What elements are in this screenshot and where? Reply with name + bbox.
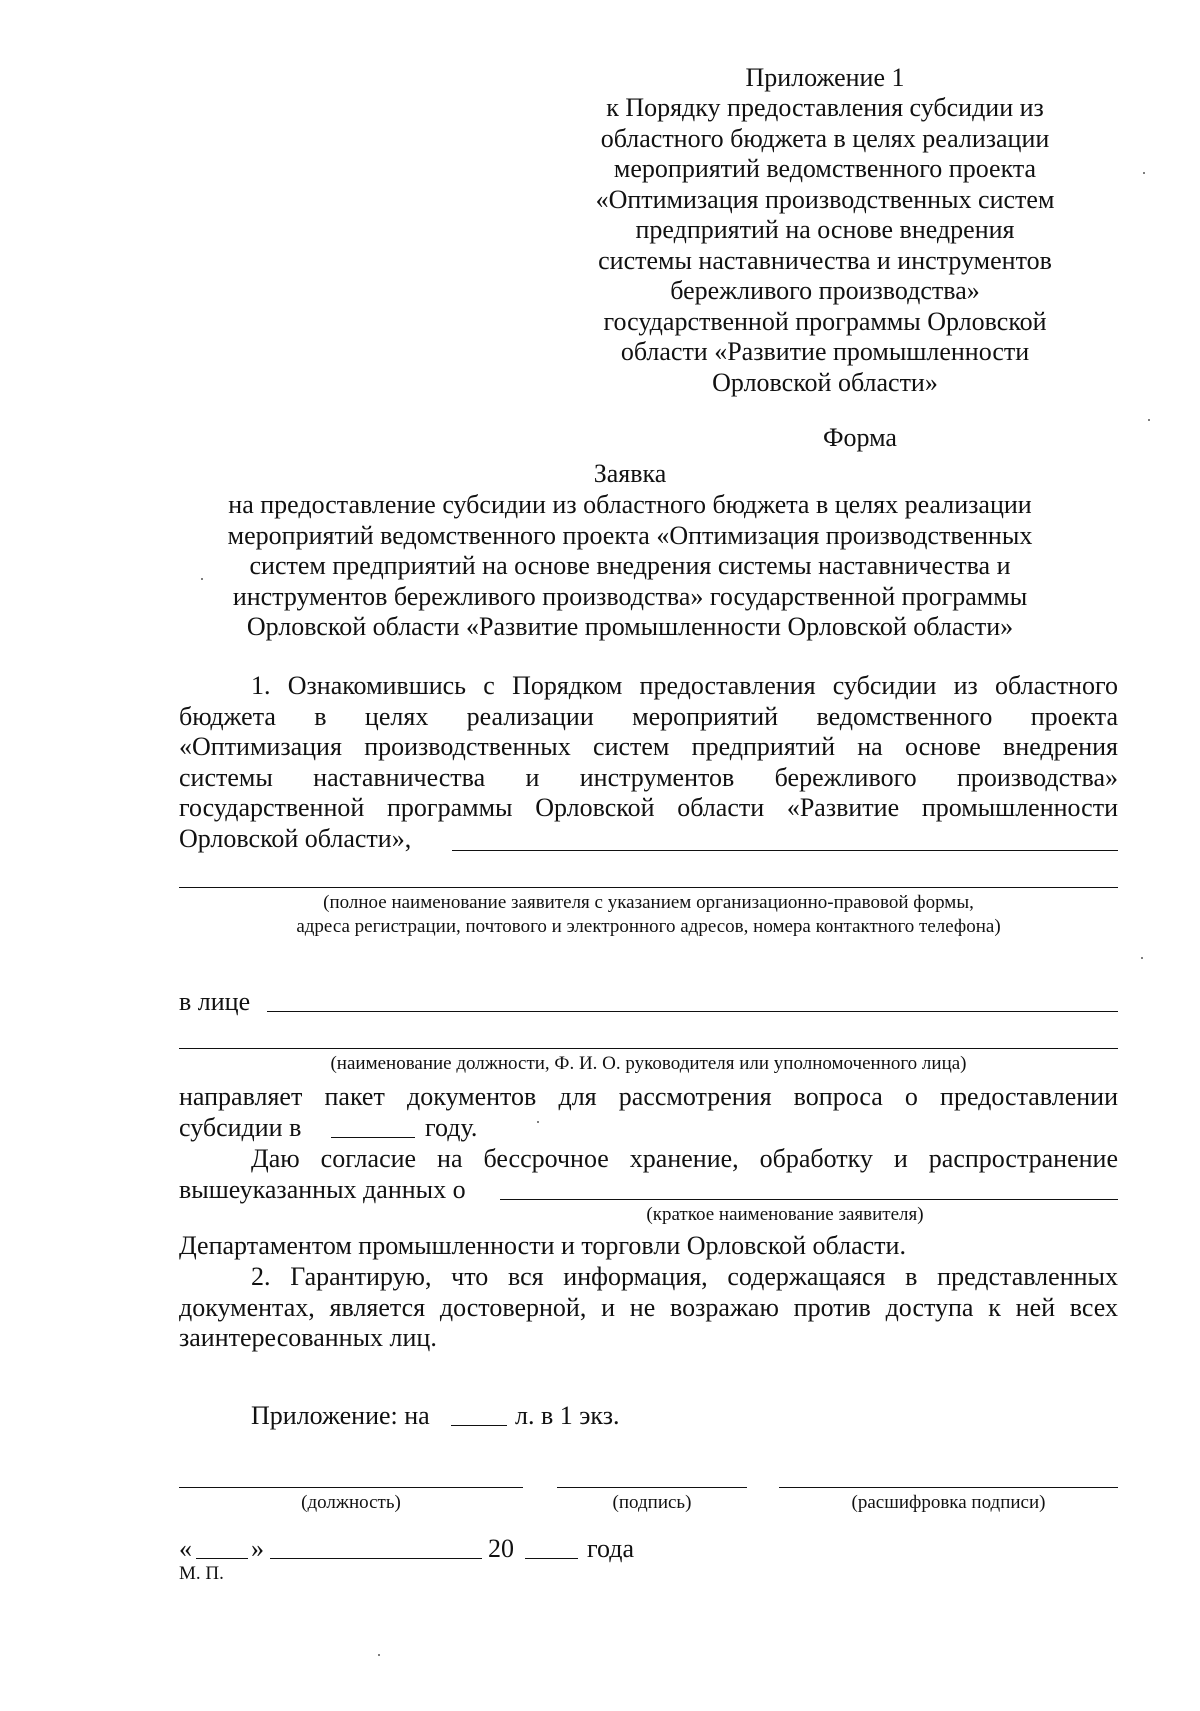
position-hint: (должность) xyxy=(301,1492,401,1513)
year-suffix-field-line[interactable] xyxy=(525,1558,578,1559)
appendix-line-6: предприятий на основе внедрения xyxy=(635,215,1015,244)
appendix-line-7: системы наставничества и инструментов xyxy=(598,246,1052,275)
title-line-1: на предоставление субсидии из областного бюджета в целях реализации xyxy=(228,490,1032,519)
position-field-line[interactable] xyxy=(179,1487,523,1488)
title-line-5: Орловской области «Развитие промышленности Орловской области» xyxy=(246,612,1014,641)
p2-line-2: документах, является достоверной, и не возражаю против доступа к ней всех xyxy=(179,1293,1118,1322)
scan-speck xyxy=(1148,419,1150,421)
date-close-quote: » xyxy=(251,1534,264,1563)
appendix-line-8: бережливого производства» xyxy=(670,276,980,305)
appendix-line-4: мероприятий ведомственного проекта xyxy=(613,154,1037,183)
consent-line: Даю согласие на бессрочное хранение, обработку и распространение xyxy=(251,1144,1118,1173)
p1-line-1: 1. Ознакомившись с Порядком предоставления субсидии из областного xyxy=(251,671,1118,700)
date-century: 20 xyxy=(488,1534,514,1563)
appendix-line-10: области «Развитие промышленности xyxy=(620,337,1030,366)
p1-line-2: бюджета в целях реализации мероприятий ведомственного проекта xyxy=(179,702,1118,731)
scan-speck xyxy=(537,1121,539,1123)
scan-speck xyxy=(378,1654,380,1656)
p1-line-6: Орловской области», xyxy=(179,824,412,853)
month-field-line[interactable] xyxy=(270,1558,482,1559)
short-name-hint: (краткое наименование заявителя) xyxy=(646,1204,924,1225)
scan-speck xyxy=(201,578,203,580)
data-about-label: вышеуказанных данных о xyxy=(179,1175,466,1204)
representative-field-line-2[interactable] xyxy=(179,1048,1118,1049)
signature-field-line[interactable] xyxy=(557,1487,747,1488)
person-hint: (наименование должности, Ф. И. О. руководителя или уполномоченного лица) xyxy=(330,1053,967,1074)
in-person-label: в лице xyxy=(179,987,251,1016)
p2-line-3: заинтересованных лиц. xyxy=(179,1323,437,1352)
scan-speck xyxy=(1143,172,1145,174)
appendix-line-3: областного бюджета в целях реализации xyxy=(600,124,1050,153)
sends-line: направляет пакет документов для рассмотрения вопроса о предоставлении xyxy=(179,1082,1118,1111)
subsidy-in-label: субсидии в xyxy=(179,1113,302,1142)
applicant-hint-2: адреса регистрации, почтового и электронного адресов, номера контактного телефона) xyxy=(296,916,1001,937)
p1-line-3: «Оптимизация производственных систем предприятий на основе внедрения xyxy=(179,732,1118,761)
representative-field-line-1[interactable] xyxy=(267,1011,1118,1012)
appendix-line-2: к Порядку предоставления субсидии из xyxy=(606,93,1044,122)
applicant-name-field-line-1[interactable] xyxy=(452,850,1118,851)
title-heading: Заявка xyxy=(593,459,667,488)
day-field-line[interactable] xyxy=(196,1558,248,1559)
form-label: Форма xyxy=(823,423,897,452)
title-line-3: систем предприятий на основе внедрения системы наставничества и xyxy=(249,551,1011,580)
department-line: Департаментом промышленности и торговли Орловской области. xyxy=(179,1231,906,1260)
scan-speck xyxy=(1141,957,1143,959)
signature-hint: (подпись) xyxy=(612,1492,692,1513)
title-line-4: инструментов бережливого производства» государственной программы xyxy=(232,582,1028,611)
applicant-name-field-line-2[interactable] xyxy=(179,887,1118,888)
attachment-suffix: л. в 1 экз. xyxy=(515,1401,620,1430)
attachment-pages-field-line[interactable] xyxy=(451,1425,507,1426)
appendix-line-5: «Оптимизация производственных систем xyxy=(595,185,1055,214)
decoding-hint: (расшифровка подписи) xyxy=(851,1492,1046,1513)
year-word: году. xyxy=(425,1113,478,1142)
appendix-line-1: Приложение 1 xyxy=(745,63,905,92)
appendix-line-11: Орловской области» xyxy=(712,368,938,397)
attachment-prefix: Приложение: на xyxy=(251,1401,430,1430)
date-open-quote: « xyxy=(179,1534,192,1563)
date-year-word: года xyxy=(587,1534,635,1563)
title-line-2: мероприятий ведомственного проекта «Оптимизация производственных xyxy=(227,521,1033,550)
stamp-place: М. П. xyxy=(179,1563,224,1584)
applicant-hint-1: (полное наименование заявителя с указанием организационно-правовой формы, xyxy=(323,892,974,913)
year-field-line[interactable] xyxy=(331,1137,415,1138)
p1-line-4: системы наставничества и инструментов бережливого производства» xyxy=(179,763,1118,792)
p1-line-5: государственной программы Орловской области «Развитие промышленности xyxy=(179,793,1118,822)
signature-decoding-field-line[interactable] xyxy=(779,1487,1118,1488)
short-name-field-line[interactable] xyxy=(500,1199,1118,1200)
p2-line-1: 2. Гарантирую, что вся информация, содержащаяся в представленных xyxy=(251,1262,1118,1291)
appendix-line-9: государственной программы Орловской xyxy=(603,307,1047,336)
